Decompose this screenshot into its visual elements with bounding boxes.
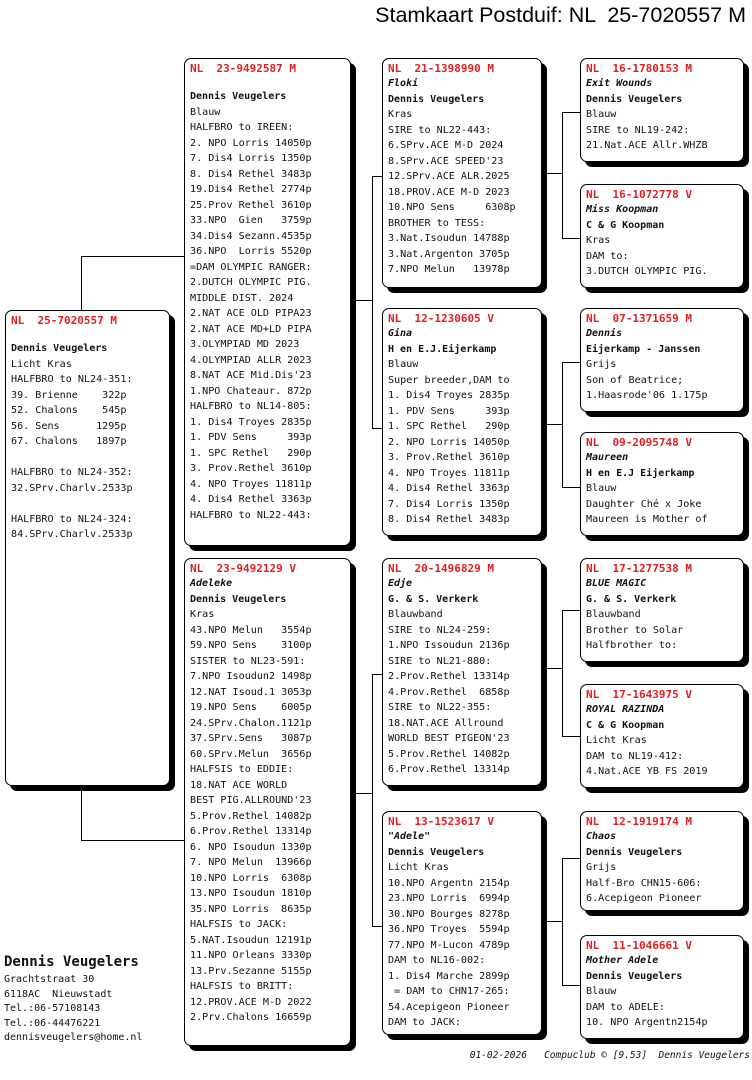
connector-line: [562, 362, 582, 363]
info-line: 6.Prov.Rethel 13314p: [388, 764, 510, 775]
connector-line: [81, 256, 185, 257]
info-line: 36.NPO Troyes 5594p: [388, 924, 510, 935]
ring-number: NL 16-1780153 M: [586, 62, 692, 75]
info-line: Blauw: [190, 106, 221, 118]
owner-name: H en E.J.Eijerkamp: [388, 343, 497, 355]
info-line: 2.NAT ACE OLD PIPA23: [190, 308, 312, 319]
connector-line: [562, 858, 563, 986]
pigeon-card-dam-dam[interactable]: [382, 811, 542, 1035]
pigeon-name: Floki: [388, 78, 419, 89]
info-line: 12.NAT Isoud.1 3053p: [190, 686, 312, 698]
ring-number: NL 25-7020557 M: [11, 314, 117, 327]
owner-name: Dennis Veugelers: [586, 846, 683, 858]
owner-name: Eijerkamp - Janssen: [586, 343, 701, 355]
pigeon-name: Chaos: [586, 831, 617, 842]
info-line: Half-Bro CHN15-606:: [586, 877, 702, 889]
connector-line: [562, 112, 582, 113]
breeder-name: Dennis Veugelers: [4, 954, 139, 970]
info-line: 18.NAT ACE WORLD: [190, 779, 288, 791]
info-line: Kras: [388, 109, 413, 120]
ring-number: NL 09-2095748 V: [586, 436, 692, 449]
info-line: 36.NPO Lorris 5520p: [190, 246, 312, 257]
breeder-street: Grachtstraat 30: [4, 974, 95, 985]
owner-name: Dennis Veugelers: [586, 93, 683, 105]
pigeon-name: Gina: [388, 328, 413, 339]
owner-name: C & G Koopman: [586, 219, 665, 231]
info-line: SIRE to NL21-880:: [388, 655, 492, 667]
connector-line: [81, 840, 185, 841]
info-line: Blauw: [586, 109, 617, 120]
info-line: SIRE to NL22-443:: [388, 124, 492, 136]
info-line: =DAM OLYMPIC RANGER:: [190, 261, 312, 273]
info-line: 1.Haasrode'06 1.175p: [586, 390, 708, 401]
connector-line: [372, 176, 373, 429]
info-line: Blauwband: [388, 609, 443, 620]
info-line: 1. PDV Sens 393p: [190, 432, 312, 443]
info-line: 2. NPO Lorris 14050p: [190, 137, 312, 149]
connector-line: [541, 424, 562, 425]
info-line: 6.Prov.Rethel 13314p: [190, 826, 312, 837]
breeder-city: 6118AC Nieuwstadt: [4, 988, 113, 1000]
info-line: 30.NPO Bourges 8278p: [388, 908, 510, 920]
info-line: HALFBRO to NL14-805:: [190, 401, 312, 412]
info-line: = DAM to CHN17-265:: [388, 986, 510, 997]
spacer: [11, 328, 165, 341]
info-line: 32.SPrv.Charlv.2533p: [11, 482, 133, 494]
info-line: SIRE to NL24-259:: [388, 624, 492, 636]
info-line: 56. Sens 1295p: [11, 420, 127, 432]
connector-line: [562, 610, 563, 737]
info-line: 3.Nat.Argenton 3705p: [388, 248, 510, 260]
info-line: 4. NPO Troyes 11811p: [388, 467, 510, 479]
pigeon-card-sire-sire[interactable]: [382, 58, 542, 288]
info-line: 2.Prv.Chalons 16659p: [190, 1012, 312, 1023]
info-line: [11, 450, 165, 466]
info-line: DAM to:: [586, 250, 629, 262]
info-line: 1. SPC Rethel 290p: [388, 421, 510, 432]
info-line: 4.OLYMPIAD ALLR 2023: [190, 354, 312, 366]
pigeon-card-dam-sire[interactable]: [382, 558, 542, 786]
info-line: 19.NPO Sens 6005p: [190, 702, 312, 713]
info-line: 1. PDV Sens 393p: [388, 405, 510, 417]
connector-line: [562, 610, 582, 611]
info-line: HALFBRO to NL24-324:: [11, 513, 133, 525]
info-line: 1. SPC Rethel 290p: [190, 447, 312, 459]
info-line: 2.Prov.Rethel 13314p: [388, 671, 510, 682]
info-line: 7. NPO Melun 13966p: [190, 857, 312, 868]
pigeon-name: Dennis: [586, 328, 623, 339]
info-line: Blauw: [586, 483, 617, 494]
info-line: 4. Dis4 Rethel 3363p: [388, 483, 510, 494]
pigeon-card-ggp-2[interactable]: [580, 184, 744, 288]
info-line: 10.NPO Argentn 2154p: [388, 877, 510, 889]
breeder-email[interactable]: dennisveugelers@home.nl: [4, 1032, 143, 1043]
ring-number: NL 23-9492587 M: [190, 62, 296, 75]
ring-number: NL 12-1230605 V: [388, 312, 494, 325]
info-line: Son of Beatrice;: [586, 374, 684, 386]
info-line: Kras: [586, 235, 611, 246]
info-line: 18.PROV.ACE M-D 2023: [388, 186, 510, 198]
info-line: 6.Acepigeon Pioneer: [586, 893, 702, 904]
owner-name: Dennis Veugelers: [190, 91, 287, 102]
info-line: 1. Dis4 Troyes 2835p: [190, 416, 312, 428]
info-line: HALFBRO to NL22-443:: [190, 509, 312, 521]
info-line: 2.DUTCH OLYMPIC PIG.: [190, 277, 312, 288]
pigeon-card-ggp-6[interactable]: [580, 684, 744, 788]
pigeon-card-dam[interactable]: [184, 558, 351, 1046]
connector-line: [562, 985, 582, 986]
pigeon-card-ggp-1[interactable]: [580, 58, 744, 162]
pigeon-card-sire[interactable]: [184, 58, 351, 546]
ring-number: NL 21-1398990 M: [388, 62, 494, 75]
pigeon-name: ROYAL RAZINDA: [586, 704, 665, 715]
info-line: [11, 496, 165, 512]
connector-line: [562, 736, 582, 737]
pigeon-name: Edje: [388, 578, 413, 589]
info-line: HALFSIS to EDDIE:: [190, 764, 294, 775]
info-line: 37.SPrv.Sens 3087p: [190, 733, 312, 744]
info-line: Brother to Solar: [586, 624, 684, 636]
info-line: 1. Dis4 Marche 2899p: [388, 970, 510, 982]
info-line: Grijs: [586, 862, 617, 873]
info-line: 5.Prov.Rethel 14082p: [190, 810, 312, 822]
ring-number: NL 20-1496829 M: [388, 562, 494, 575]
info-line: Daughter Ché x Joke: [586, 498, 702, 510]
connector-line: [81, 256, 82, 315]
info-line: Blauw: [586, 986, 617, 997]
info-line: 35.NPO Lorris 8635p: [190, 903, 312, 915]
info-line: 84.SPrv.Charlv.2533p: [11, 529, 133, 540]
info-line: 77.NPO M-Lucon 4789p: [388, 939, 510, 951]
info-line: Blauw: [388, 359, 419, 370]
info-line: 18.NAT.ACE Allround: [388, 717, 504, 729]
pigeon-card-ggp-7[interactable]: [580, 811, 744, 911]
connector-line: [351, 793, 372, 794]
pigeon-name: Miss Koopman: [586, 204, 659, 215]
connector-line: [562, 238, 582, 239]
breeder-phone-1: Tel.:06-57108143: [4, 1003, 101, 1014]
info-line: HALFBRO to IREEN:: [190, 122, 294, 133]
info-line: 1. Dis4 Troyes 2835p: [388, 390, 510, 401]
info-line: 5.NAT.Isoudun 12191p: [190, 934, 312, 946]
pigeon-card-ggp-8[interactable]: [580, 935, 744, 1039]
info-line: Maureen is Mother of: [586, 514, 708, 525]
info-line: HALFSIS to JACK:: [190, 919, 288, 930]
info-line: 7.NPO Isoudun2 1498p: [190, 671, 312, 682]
info-line: 3.DUTCH OLYMPIC PIG.: [586, 266, 708, 277]
info-line: 2. NPO Lorris 14050p: [388, 436, 510, 448]
connector-line: [562, 112, 563, 239]
owner-name: Dennis Veugelers: [388, 93, 485, 105]
info-line: MIDDLE DIST. 2024: [190, 292, 294, 304]
info-line: 54.Acepigeon Pioneer: [388, 1001, 510, 1013]
owner-name: Dennis Veugelers: [11, 343, 108, 354]
pigeon-name: Maureen: [586, 452, 629, 463]
connector-line: [562, 858, 582, 859]
info-line: 12.SPrv.ACE ALR.2025: [388, 171, 510, 182]
info-line: BEST PIG.ALLROUND'23: [190, 795, 312, 806]
info-line: 21.Nat.ACE Allr.WHZB: [586, 140, 708, 151]
info-line: HALFBRO to NL24-352:: [11, 467, 133, 478]
info-line: 5.Prov.Rethel 14082p: [388, 748, 510, 760]
info-line: 59.NPO Sens 3100p: [190, 640, 312, 651]
connector-line: [562, 362, 563, 488]
info-line: 3.Nat.Isoudun 14788p: [388, 233, 510, 244]
info-line: WORLD BEST PIGEON'23: [388, 733, 510, 744]
info-line: 39. Brienne 322p: [11, 389, 127, 401]
info-line: 13.Prv.Sezanne 5155p: [190, 965, 312, 977]
info-line: 8.NAT ACE Mid.Dis'23: [190, 370, 312, 381]
pigeon-card-sire-dam[interactable]: [382, 308, 542, 536]
info-line: 3. Prov.Rethel 3610p: [190, 463, 312, 474]
connector-line: [81, 788, 82, 840]
info-line: DAM to ADELE:: [586, 1001, 666, 1013]
info-line: HALFBRO to NL24-351:: [11, 374, 133, 385]
info-line: 60.SPrv.Melun 3656p: [190, 748, 312, 760]
info-line: Super breeder,DAM to: [388, 374, 510, 386]
info-line: 1.NPO Issoudun 2136p: [388, 640, 510, 651]
page-title: Stamkaart Postduif: NL 25-7020557 M: [375, 3, 746, 27]
info-line: 4. NPO Troyes 11811p: [190, 478, 312, 490]
info-line: 8. Dis4 Rethel 3483p: [190, 168, 312, 180]
owner-name: C & G Koopman: [586, 719, 665, 731]
connector-line: [541, 668, 562, 669]
info-line: HALFSIS to BRITT:: [190, 981, 294, 992]
info-line: 12.PROV.ACE M-D 2022: [190, 996, 312, 1008]
owner-name: Dennis Veugelers: [388, 846, 485, 858]
footer-credit: 01-02-2026 Compuclub © [9.53] Dennis Veugelers: [469, 1050, 750, 1061]
ring-number: NL 17-1643975 V: [586, 688, 692, 701]
pigeon-name: Exit Wounds: [586, 78, 653, 89]
info-line: 52. Chalons 545p: [11, 405, 127, 416]
info-line: 7.NPO Melun 13978p: [388, 264, 510, 275]
connector-line: [372, 674, 373, 927]
info-line: 7. Dis4 Lorris 1350p: [388, 498, 510, 510]
info-line: 4.Nat.ACE YB FS 2019: [586, 766, 708, 777]
info-line: Licht Kras: [388, 862, 449, 873]
info-line: 7. Dis4 Lorris 1350p: [190, 153, 312, 164]
info-line: DAM to NL19-412:: [586, 750, 684, 762]
info-line: Halfbrother to:: [586, 640, 678, 651]
owner-name: G. & S. Verkerk: [586, 593, 677, 605]
info-line: 4.Prov.Rethel 6858p: [388, 686, 510, 698]
info-line: BROTHER to TESS:: [388, 217, 486, 229]
info-line: 3. Prov.Rethel 3610p: [388, 452, 510, 463]
info-line: 10.NPO Sens 6308p: [388, 202, 516, 213]
ring-number: NL 12-1919174 M: [586, 815, 692, 828]
info-line: SIRE to NL22-355:: [388, 702, 492, 713]
connector-line: [351, 300, 372, 301]
pigeon-name: BLUE MAGIC: [586, 578, 647, 589]
info-line: Grijs: [586, 359, 617, 370]
owner-name: H en E.J Eijerkamp: [586, 467, 695, 479]
info-line: 24.SPrv.Chalon.1121p: [190, 717, 312, 729]
info-line: 1.NPO Chateaur. 872p: [190, 385, 312, 397]
pigeon-card-subject[interactable]: [5, 310, 170, 786]
info-line: 8. Dis4 Rethel 3483p: [388, 514, 510, 525]
info-line: DAM to JACK:: [388, 1017, 461, 1028]
info-line: 3.OLYMPIAD MD 2023: [190, 339, 300, 350]
info-line: 33.NPO Gien 3759p: [190, 215, 312, 226]
info-line: 8.SPrv.ACE SPEED'23: [388, 155, 504, 167]
pigeon-card-ggp-4[interactable]: [580, 432, 744, 536]
info-line: 11.NPO Orleans 3330p: [190, 950, 312, 961]
info-line: DAM to NL16-002:: [388, 955, 486, 966]
info-line: SIRE to NL19-242:: [586, 124, 690, 136]
info-line: Licht Kras: [586, 735, 647, 746]
info-line: 23.NPO Lorris 6994p: [388, 893, 510, 904]
info-line: 2.NAT ACE MD+LD PIPA: [190, 323, 312, 335]
info-line: 43.NPO Melun 3554p: [190, 624, 312, 636]
info-line: Blauwband: [586, 609, 641, 620]
pigeon-name: Adeleke: [190, 578, 233, 589]
ring-number: NL 16-1072778 V: [586, 188, 692, 201]
owner-name: Dennis Veugelers: [586, 970, 683, 982]
pigeon-card-ggp-3[interactable]: [580, 308, 744, 412]
info-line: SISTER to NL23-591:: [190, 655, 306, 667]
pigeon-name: "Adele": [388, 831, 431, 842]
spacer: [190, 76, 346, 89]
ring-number: NL 13-1523617 V: [388, 815, 494, 828]
owner-name: G. & S. Verkerk: [388, 593, 479, 605]
pigeon-card-ggp-5[interactable]: [580, 558, 744, 662]
ring-number: NL 17-1277538 M: [586, 562, 692, 575]
info-line: 6. NPO Isoudun 1330p: [190, 841, 312, 853]
info-line: 34.Dis4 Sezann.4535p: [190, 230, 312, 242]
owner-name: Dennis Veugelers: [190, 593, 287, 605]
connector-line: [562, 487, 582, 488]
info-line: 10. NPO Argentn2154p: [586, 1017, 708, 1028]
info-line: 25.Prov Rethel 3610p: [190, 199, 312, 211]
connector-line: [541, 921, 562, 922]
info-line: 4. Dis4 Rethel 3363p: [190, 494, 312, 505]
info-line: 13.NPO Isoudun 1810p: [190, 888, 312, 899]
breeder-phone-2: Tel.:06-44476221: [4, 1017, 101, 1029]
info-line: 6.SPrv.ACE M-D 2024: [388, 140, 504, 151]
ring-number: NL 11-1046661 V: [586, 939, 692, 952]
ring-number: NL 23-9492129 V: [190, 562, 296, 575]
info-line: 19.Dis4 Rethel 2774p: [190, 184, 312, 195]
info-line: Licht Kras: [11, 358, 72, 370]
ring-number: NL 07-1371659 M: [586, 312, 692, 325]
info-line: 67. Chalons 1897p: [11, 436, 127, 447]
connector-line: [541, 173, 562, 174]
info-line: 10.NPO Lorris 6308p: [190, 872, 312, 884]
info-line: Kras: [190, 609, 215, 620]
pigeon-name: Mother Adele: [586, 955, 659, 966]
breeder-info: [4, 953, 142, 1046]
